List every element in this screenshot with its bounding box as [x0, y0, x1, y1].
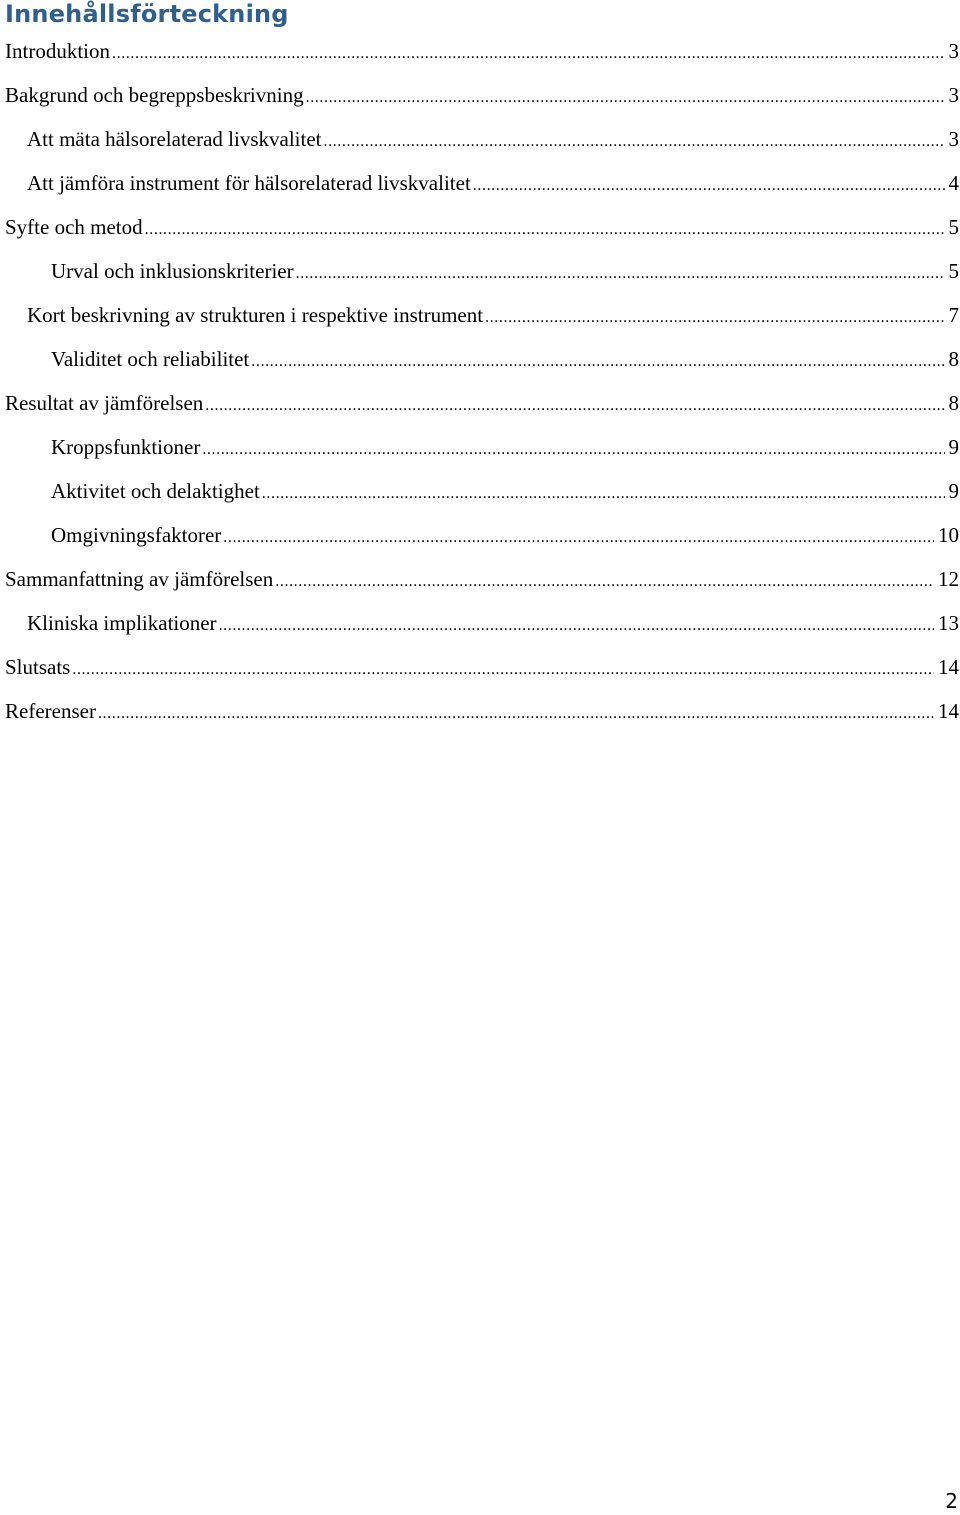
toc-entry-title: Kroppsfunktioner	[51, 435, 201, 459]
toc-entry-page-number: 9	[948, 435, 959, 459]
toc-entry-page-number: 7	[948, 303, 959, 327]
toc-dot-leader	[262, 472, 945, 516]
toc-entry-title: Omgivningsfaktorer	[51, 523, 222, 547]
toc-entry[interactable]	[0, 469, 960, 513]
toc-entry-title: Resultat av jämförelsen	[5, 391, 204, 415]
page-number: 2	[945, 1489, 958, 1513]
toc-dot-leader	[473, 164, 945, 208]
toc-entry-title: Introduktion	[5, 39, 110, 63]
toc-dot-leader	[275, 560, 934, 604]
toc-dot-leader	[219, 604, 934, 648]
toc-dot-leader	[306, 76, 945, 120]
toc-entry-page-number: 3	[948, 39, 959, 63]
toc-entry-title: Referenser	[5, 699, 96, 723]
toc-list	[0, 29, 960, 733]
toc-dot-leader	[251, 340, 944, 384]
toc-entry[interactable]	[0, 161, 960, 205]
toc-entry-title: Att mäta hälsorelaterad livskvalitet	[27, 127, 322, 151]
toc-entry-page-number: 5	[948, 259, 959, 283]
toc-dot-leader	[223, 516, 934, 560]
toc-entry-title: Sammanfattning av jämförelsen	[5, 567, 274, 591]
toc-dot-leader	[72, 648, 934, 692]
toc-entry-page-number: 13	[938, 611, 959, 635]
toc-entry-title: Kort beskrivning av strukturen i respektive instrument	[27, 303, 484, 327]
toc-entry[interactable]	[0, 381, 960, 425]
toc-entry[interactable]	[0, 425, 960, 469]
toc-entry-title: Att jämföra instrument för hälsorelaterad livskvalitet	[27, 171, 471, 195]
toc-dot-leader	[296, 252, 945, 296]
toc-entry[interactable]	[0, 337, 960, 381]
toc-entry[interactable]	[0, 557, 960, 601]
toc-dot-leader	[205, 384, 944, 428]
toc-entry-page-number: 14	[938, 699, 959, 723]
toc-dot-leader	[323, 120, 944, 164]
toc-entry[interactable]	[0, 205, 960, 249]
toc-entry[interactable]	[0, 73, 960, 117]
toc-entry-title: Validitet och reliabilitet	[51, 347, 250, 371]
toc-dot-leader	[145, 208, 945, 252]
toc-entry-title: Aktivitet och delaktighet	[51, 479, 260, 503]
toc-entry[interactable]	[0, 29, 960, 73]
toc-dot-leader	[485, 296, 944, 340]
toc-entry-page-number: 3	[948, 127, 959, 151]
toc-dot-leader	[98, 692, 934, 736]
toc-dot-leader	[202, 428, 944, 472]
toc-entry-title: Urval och inklusionskriterier	[51, 259, 294, 283]
toc-entry[interactable]	[0, 689, 960, 733]
toc-entry[interactable]	[0, 513, 960, 557]
toc-entry-title: Syfte och metod	[5, 215, 143, 239]
toc-entry-page-number: 10	[938, 523, 959, 547]
toc-entry-page-number: 5	[948, 215, 959, 239]
toc-entry[interactable]	[0, 293, 960, 337]
toc-entry-page-number: 8	[948, 391, 959, 415]
toc-entry-title: Bakgrund och begreppsbeskrivning	[5, 83, 304, 107]
toc-entry-page-number: 8	[948, 347, 959, 371]
toc-entry-page-number: 14	[938, 655, 959, 679]
toc-entry-title: Kliniska implikationer	[27, 611, 217, 635]
toc-entry-page-number: 4	[948, 171, 959, 195]
toc-entry[interactable]	[0, 117, 960, 161]
toc-entry[interactable]	[0, 249, 960, 293]
toc-dot-leader	[112, 32, 945, 76]
toc-entry-title: Slutsats	[5, 655, 71, 679]
toc-entry[interactable]	[0, 601, 960, 645]
toc-entry-page-number: 9	[948, 479, 959, 503]
toc-entry-page-number: 3	[948, 83, 959, 107]
toc-heading: Innehållsförteckning	[5, 0, 289, 28]
toc-entry-page-number: 12	[938, 567, 959, 591]
toc-entry[interactable]	[0, 645, 960, 689]
